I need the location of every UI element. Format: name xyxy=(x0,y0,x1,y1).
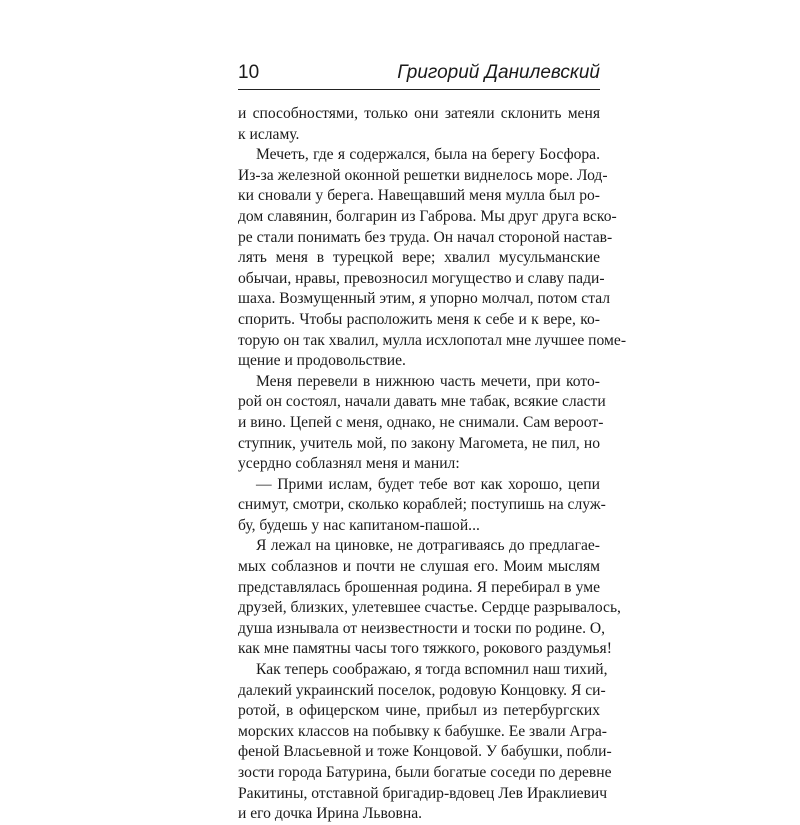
text-line: друзей, близких, улетевшее счастье. Сердце разрывалось, xyxy=(238,599,621,617)
text-line: феной Власьевной и тоже Концовой. У бабушки, побли- xyxy=(238,743,612,761)
text-line: шаха. Возмущенный этим, я упорно молчал, потом стал xyxy=(238,290,611,308)
text-line: мых соблазнов и почти не слушая его. Моим мыслям xyxy=(238,558,600,576)
text-line: бу, будешь у нас капитаном-пашой... xyxy=(238,516,480,534)
text-line: Как теперь соображаю, я тогда вспомнил наш тихий, xyxy=(256,661,608,679)
text-line: лять меня в турецкой вере; хвалил мусульманские xyxy=(238,249,600,267)
text-line: усердно соблазнял меня и манил: xyxy=(238,455,460,473)
text-line: морских классов на побывку к бабушке. Ее звали Агра- xyxy=(238,722,608,740)
header-rule xyxy=(238,89,600,90)
text-line: далекий украинский поселок, родовую Концовку. Я си- xyxy=(238,681,606,699)
text-line: представлялась брошенная родина. Я перебирал в уме xyxy=(238,578,600,596)
text-line: рой он состоял, начали давать мне табак, всякие сласти xyxy=(238,393,606,411)
text-line: ре стали понимать без труда. Он начал стороной настав- xyxy=(238,228,613,246)
text-line: как мне памятны часы того тяжкого, рокового раздумья! xyxy=(238,640,612,658)
text-line: снимут, смотри, сколько кораблей; поступишь на служ- xyxy=(238,496,606,514)
text-line: ступник, учитель мой, по закону Магомета, не пил, но xyxy=(238,434,600,452)
text-line: Мечеть, где я содержался, была на берегу Босфора. xyxy=(256,146,600,164)
text-line: зости города Батурина, были богатые соседи по деревне xyxy=(238,764,612,781)
running-title: Григорий Данилевский xyxy=(397,62,600,83)
text-line: обычаи, нравы, превозносил могущество и славу пади- xyxy=(238,269,605,287)
text-line: Ракитины, отставной бригадир-вдовец Лев Ираклиевич xyxy=(238,784,608,802)
text-line: и способностями, только они затеяли склонить меня xyxy=(238,105,600,122)
text-line: и его дочка Ирина Львовна. xyxy=(238,805,423,823)
page-header xyxy=(238,61,600,91)
text-line: щение и продовольствие. xyxy=(238,352,406,370)
text-line: ки сновали у берега. Навещавший меня мулла был ро- xyxy=(238,187,600,205)
text-line: спорить. Чтобы расположить меня к себе и к вере, ко- xyxy=(238,310,600,328)
text-line: душа изнывала от неизвестности и тоски по родине. О, xyxy=(238,619,606,637)
text-line: Я лежал на циновке, не дотрагиваясь до предлагае- xyxy=(256,537,600,555)
text-line: торую он так хвалил, мулла исхлопотал мне лучшее поме- xyxy=(238,331,627,349)
body-text xyxy=(238,104,627,825)
text-line: Из-за железной оконной решетки виднелось море. Лод- xyxy=(238,166,608,184)
text-line: Меня перевели в нижнюю часть мечети, при кото- xyxy=(256,372,600,390)
text-line: ротой, в офицерском чине, прибыл из петербургских xyxy=(238,702,600,720)
text-line: и вино. Цепей с меня, однако, не снимали. Сам вероот- xyxy=(238,413,604,431)
text-line: дом славянин, болгарин из Габрова. Мы друг друга вско- xyxy=(238,207,617,225)
page-number: 10 xyxy=(238,62,260,83)
text-line: к исламу. xyxy=(238,125,300,143)
text-line: — Прими ислам, будет тебе вот как хорошо, цепи xyxy=(256,475,600,493)
